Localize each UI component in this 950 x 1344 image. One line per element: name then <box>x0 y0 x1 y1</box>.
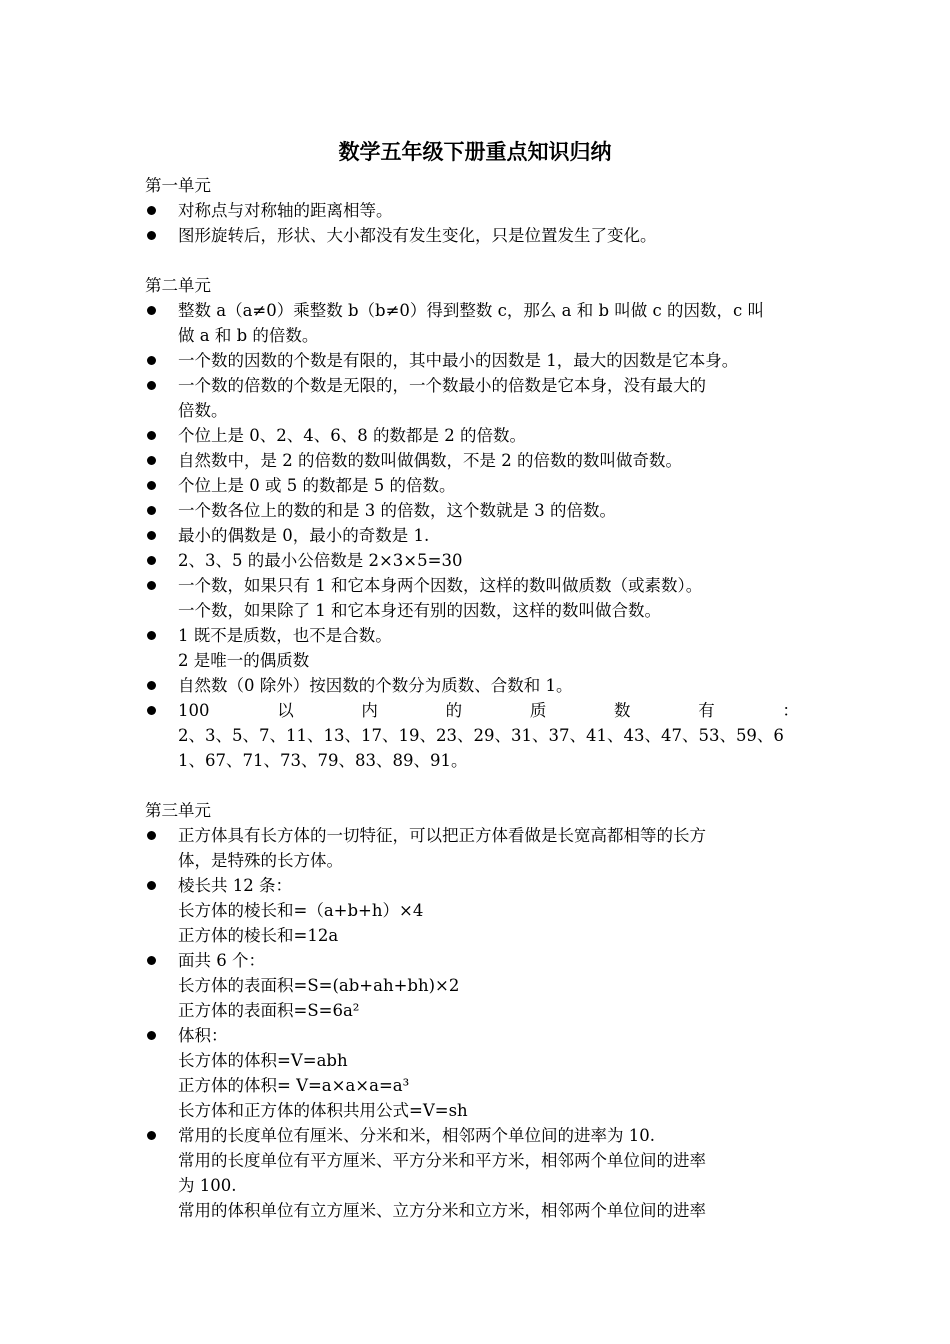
list-item <box>145 523 810 548</box>
document-body <box>145 173 810 1223</box>
bullet-icon <box>147 481 156 490</box>
list-item <box>145 698 810 773</box>
bullet-icon <box>147 381 156 390</box>
bullet-icon <box>147 581 156 590</box>
bullet-icon <box>147 631 156 640</box>
list-item <box>145 673 810 698</box>
justified-word: 有 <box>698 701 715 720</box>
list-item-line: 长方体的表面积=S=(ab+ah+bh)×2 <box>178 976 460 995</box>
bullet-icon <box>147 1131 156 1140</box>
bullet-icon <box>147 431 156 440</box>
list-item-line: 1 既不是质数，也不是合数。 <box>178 626 392 645</box>
list-item-line: 做 a 和 b 的倍数。 <box>178 326 319 345</box>
justified-word: 数 <box>614 701 631 720</box>
list-item <box>145 448 810 473</box>
list-item-line: 一个数的因数的个数是有限的，其中最小的因数是 1，最大的因数是它本身。 <box>178 351 739 370</box>
list-item-line: 倍数。 <box>178 401 228 420</box>
bullet-icon <box>147 556 156 565</box>
bullet-list <box>145 298 810 773</box>
list-item <box>145 498 810 523</box>
list-item-line: 一个数，如果除了 1 和它本身还有别的因数，这样的数叫做合数。 <box>178 601 661 620</box>
bullet-icon <box>147 681 156 690</box>
list-item <box>145 348 810 373</box>
justified-word: 质 <box>529 701 547 720</box>
list-item-line: 1、67、71、73、79、83、89、91。 <box>178 751 468 770</box>
list-item-line: 常用的体积单位有立方厘米、立方分米和立方米，相邻两个单位间的进率 <box>178 1201 706 1220</box>
bullet-icon <box>147 531 156 540</box>
list-item-line: 自然数（0 除外）按因数的个数分为质数、合数和 1。 <box>178 676 573 695</box>
bullet-icon <box>147 456 156 465</box>
list-item-line: 为 100. <box>178 1176 237 1195</box>
list-item-line: 一个数，如果只有 1 和它本身两个因数，这样的数叫做质数（或素数）。 <box>178 576 703 595</box>
bullet-icon <box>147 206 156 215</box>
list-item-line: 体积： <box>178 1026 228 1045</box>
bullet-icon <box>147 831 156 840</box>
justified-word: 以 <box>277 701 294 720</box>
list-item-line: 正方体的体积= V=a×a×a=a³ <box>178 1076 410 1095</box>
list-item-line: 长方体的棱长和=（a+b+h）×4 <box>178 901 424 920</box>
list-item <box>145 573 810 623</box>
list-item-line: 常用的长度单位有厘米、分米和米，相邻两个单位间的进率为 10. <box>178 1126 655 1145</box>
list-item-line: 最小的偶数是 0，最小的奇数是 1. <box>178 526 430 545</box>
list-item-line: 图形旋转后，形状、大小都没有发生变化，只是位置发生了变化。 <box>178 226 657 245</box>
bullet-icon <box>147 1031 156 1040</box>
list-item <box>145 198 810 223</box>
bullet-list <box>145 198 810 248</box>
page-title: 数学五年级下册重点知识归纳 <box>338 139 612 164</box>
bullet-icon <box>147 306 156 315</box>
list-item-line: 对称点与对称轴的距离相等。 <box>178 201 393 220</box>
list-item-line: 2、3、5、7、11、13、17、19、23、29、31、37、41、43、47、53、59、6 <box>178 726 784 745</box>
list-item-line: 一个数各位上的数的和是 3 的倍数，这个数就是 3 的倍数。 <box>178 501 616 520</box>
list-item <box>145 548 810 573</box>
list-item-line: 常用的长度单位有平方厘米、平方分米和平方米，相邻两个单位间的进率 <box>178 1151 706 1170</box>
list-item <box>145 823 810 873</box>
bullet-icon <box>147 231 156 240</box>
bullet-icon <box>147 956 156 965</box>
section-spacer <box>145 773 810 798</box>
list-item-line: 正方体的表面积=S=6a² <box>178 1001 360 1020</box>
section-heading: 第三单元 <box>145 801 211 820</box>
section-spacer <box>145 248 810 273</box>
bullet-icon <box>147 706 156 715</box>
section-heading: 第二单元 <box>145 276 211 295</box>
list-item <box>145 298 810 348</box>
section-heading: 第一单元 <box>145 176 211 195</box>
justified-word: ： <box>782 701 799 720</box>
list-item-line: 体，是特殊的长方体。 <box>178 851 343 870</box>
list-item-line: 长方体和正方体的体积共用公式=V=sh <box>178 1101 468 1120</box>
list-item-line: 个位上是 0、2、4、6、8 的数都是 2 的倍数。 <box>178 426 526 445</box>
list-item <box>145 1023 810 1123</box>
list-item-line: 正方体具有长方体的一切特征，可以把正方体看做是长宽高都相等的长方 <box>178 826 706 845</box>
list-item <box>145 623 810 673</box>
list-item-line: 面共 6 个： <box>178 951 265 970</box>
list-item <box>145 423 810 448</box>
list-item-line: 长方体的体积=V=abh <box>178 1051 348 1070</box>
bullet-icon <box>147 506 156 515</box>
list-item-line: 整数 a（a≠0）乘整数 b（b≠0）得到整数 c，那么 a 和 b 叫做 c 的因数，c 叫 <box>178 301 765 320</box>
list-item-line: 个位上是 0 或 5 的数都是 5 的倍数。 <box>178 476 456 495</box>
list-item-line: 一个数的倍数的个数是无限的，一个数最小的倍数是它本身，没有最大的 <box>178 376 706 395</box>
bullet-list <box>145 823 810 1223</box>
justified-line <box>178 698 799 723</box>
bullet-icon <box>147 881 156 890</box>
justified-word: 100 <box>178 701 210 720</box>
justified-word: 的 <box>445 701 463 720</box>
list-item-line: 2、3、5 的最小公倍数是 2×3×5=30 <box>178 551 463 570</box>
list-item <box>145 473 810 498</box>
list-item <box>145 1123 810 1223</box>
bullet-icon <box>147 356 156 365</box>
list-item <box>145 948 810 1023</box>
list-item-line: 正方体的棱长和=12a <box>178 926 339 945</box>
list-item <box>145 873 810 948</box>
list-item-line: 2 是唯一的偶质数 <box>178 651 310 670</box>
list-item-line: 棱长共 12 条： <box>178 876 292 895</box>
list-item <box>145 223 810 248</box>
justified-word: 内 <box>361 701 378 720</box>
list-item <box>145 373 810 423</box>
list-item-line: 自然数中，是 2 的倍数的数叫做偶数，不是 2 的倍数的数叫做奇数。 <box>178 451 682 470</box>
